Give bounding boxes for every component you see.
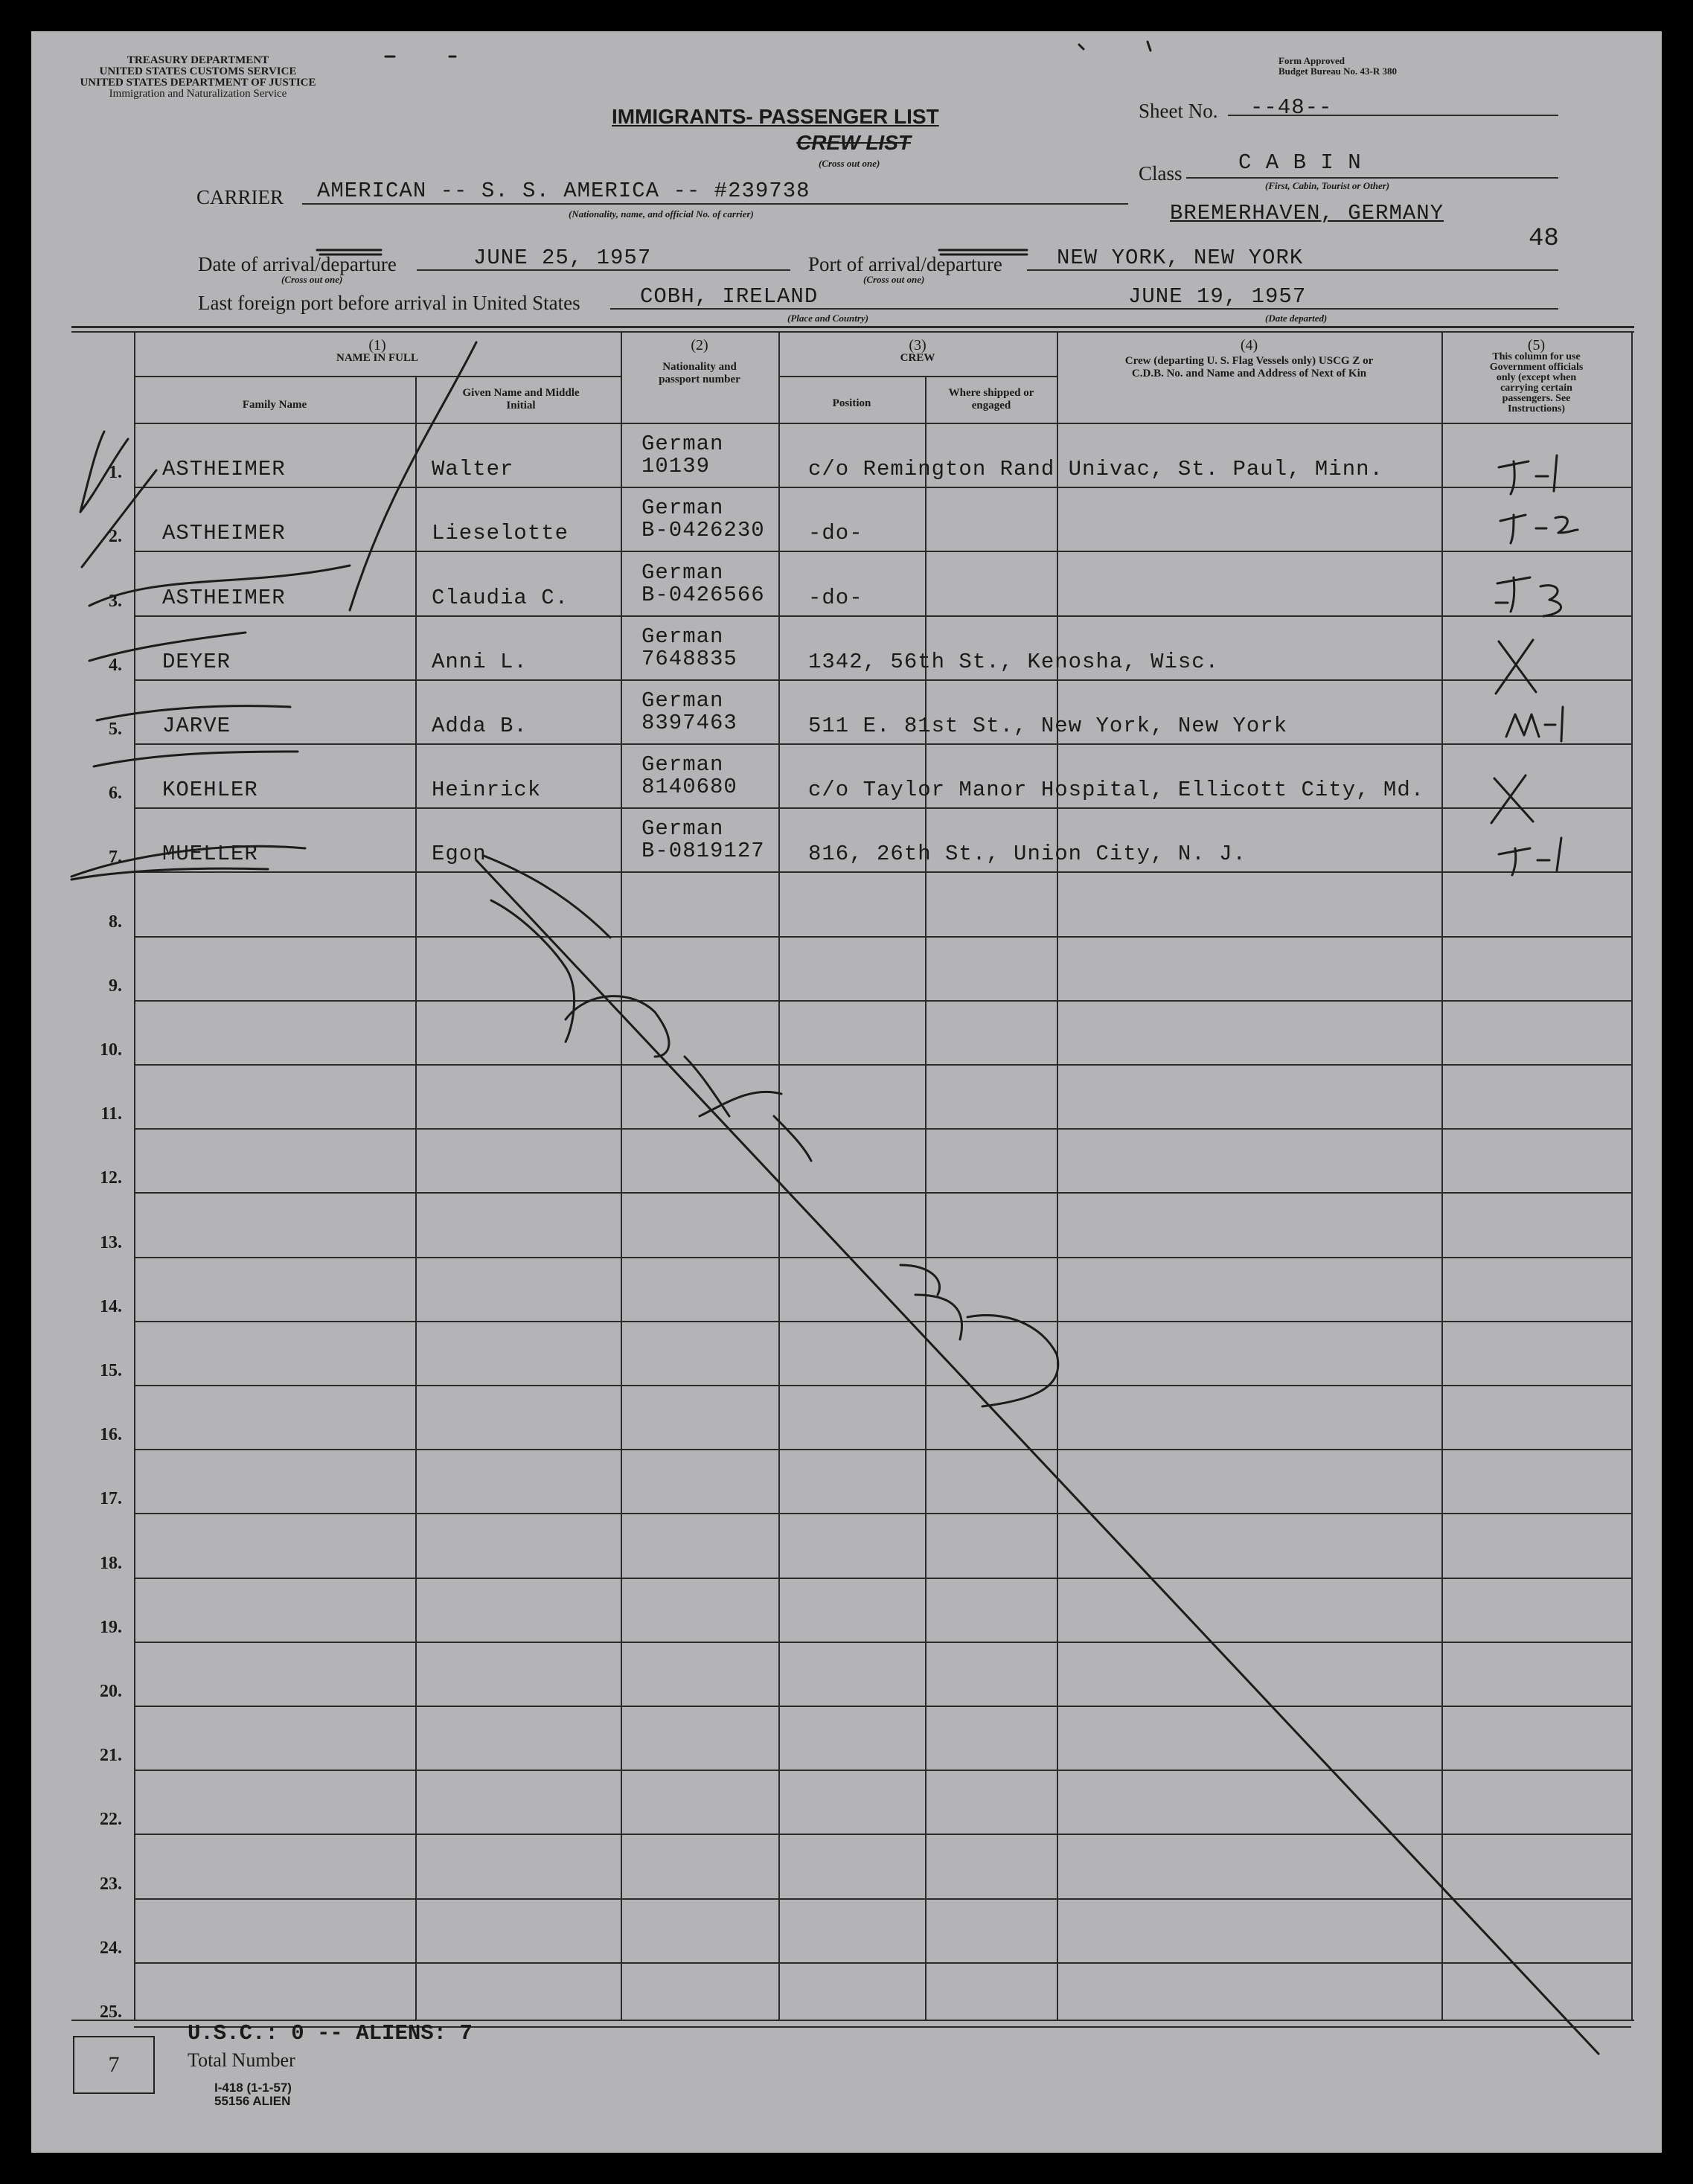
col5-title: This column for use Government officials only (except when carrying certain passengers. See Instructions) bbox=[1489, 351, 1584, 414]
row-number: 25. bbox=[100, 2002, 122, 2022]
row-number: 19. bbox=[100, 1618, 122, 1637]
next-of-kin-address: c/o Taylor Manor Hospital, Ellicott City, Md. bbox=[808, 778, 1425, 802]
row-number: 4. bbox=[109, 656, 122, 675]
row-number: 15. bbox=[100, 1361, 122, 1380]
row-rule bbox=[134, 1321, 1631, 1322]
col2-heading bbox=[621, 339, 778, 386]
row-rule bbox=[134, 1449, 1631, 1450]
form-approved: Form Approved bbox=[1278, 55, 1345, 66]
row-number: 3. bbox=[109, 592, 122, 611]
agency-line: Immigration and Naturalization Service bbox=[109, 88, 287, 100]
given-name: Walter bbox=[432, 457, 514, 481]
crew-list-struck: CREW LIST bbox=[796, 131, 911, 154]
row-number: 11. bbox=[100, 1104, 122, 1124]
next-of-kin-address: 816, 26th St., Union City, N. J. bbox=[808, 842, 1246, 866]
next-of-kin-address: 1342, 56th St., Kenosha, Wisc. bbox=[808, 650, 1220, 674]
family-name: MUELLER bbox=[162, 842, 258, 866]
row-rule bbox=[134, 807, 1631, 809]
row-number: 20. bbox=[100, 1682, 122, 1701]
next-of-kin-address: 511 E. 81st St., New York, New York bbox=[808, 714, 1288, 738]
nationality: German bbox=[641, 560, 724, 585]
row-number: 7. bbox=[109, 848, 122, 867]
row-rule bbox=[134, 1578, 1631, 1579]
row-rule bbox=[134, 743, 1631, 745]
date-departed-hint: (Date departed) bbox=[1265, 313, 1328, 324]
row-rule bbox=[134, 1128, 1631, 1130]
nationality: German bbox=[641, 496, 724, 520]
row-rule bbox=[134, 1642, 1631, 1643]
form-code: 55156 ALIEN bbox=[214, 2094, 291, 2108]
col3-title: CREW bbox=[900, 352, 935, 364]
row-rule bbox=[134, 871, 1631, 873]
row-number: 23. bbox=[100, 1874, 122, 1894]
family-name: DEYER bbox=[162, 650, 231, 674]
row-rule bbox=[134, 551, 1631, 552]
col4-num: (4) bbox=[1240, 337, 1258, 353]
cross-out-hint: (Cross out one) bbox=[819, 158, 880, 169]
col2-title: Nationality and passport number bbox=[659, 361, 740, 385]
passport-number: 8397463 bbox=[641, 711, 737, 735]
row-rule bbox=[134, 1064, 1631, 1066]
nationality: German bbox=[641, 752, 724, 777]
position-heading: Position bbox=[832, 397, 871, 409]
row-number: 16. bbox=[100, 1425, 122, 1444]
col1-num: (1) bbox=[368, 337, 386, 353]
nationality: German bbox=[641, 688, 724, 713]
shipped-heading: Where shipped or engaged bbox=[948, 387, 1034, 411]
passport-number: B-0426566 bbox=[641, 583, 765, 607]
carrier-value: AMERICAN -- S. S. AMERICA -- #239738 bbox=[317, 179, 810, 203]
row-number: 17. bbox=[100, 1489, 122, 1508]
last-port-label: Last foreign port before arrival in United States bbox=[198, 292, 580, 314]
given-name: Heinrick bbox=[432, 778, 542, 802]
row-number: 8. bbox=[109, 912, 122, 932]
nationality: German bbox=[641, 432, 724, 456]
col5-num: (5) bbox=[1527, 337, 1546, 353]
col1-title: NAME IN FULL bbox=[336, 352, 418, 364]
row-number: 9. bbox=[109, 976, 122, 996]
row-rule bbox=[134, 1770, 1631, 1771]
row-number: 5. bbox=[109, 720, 122, 739]
row-number: 1. bbox=[109, 463, 122, 482]
row-number: 14. bbox=[100, 1297, 122, 1316]
row-rule bbox=[134, 1706, 1631, 1707]
agency-line: TREASURY DEPARTMENT bbox=[127, 54, 269, 66]
col3-num: (3) bbox=[909, 337, 926, 353]
row-number: 13. bbox=[100, 1233, 122, 1252]
row-number: 18. bbox=[100, 1554, 122, 1573]
given-name: Claudia C. bbox=[432, 586, 569, 610]
row-number: 21. bbox=[100, 1746, 122, 1765]
passport-number: B-0426230 bbox=[641, 518, 765, 542]
family-name: JARVE bbox=[162, 714, 231, 738]
row-number: 2. bbox=[109, 527, 122, 546]
row-rule bbox=[134, 1192, 1631, 1194]
date-hint: (Cross out one) bbox=[281, 274, 343, 285]
col1-heading bbox=[134, 339, 621, 365]
page-mark: 48 bbox=[1529, 225, 1559, 253]
row-rule bbox=[134, 1385, 1631, 1386]
nationality: German bbox=[641, 624, 724, 649]
given-name: Lieselotte bbox=[432, 521, 569, 545]
family-name-heading: Family Name bbox=[242, 399, 307, 411]
class-hint: (First, Cabin, Tourist or Other) bbox=[1265, 180, 1390, 191]
col2-num: (2) bbox=[691, 337, 708, 353]
col4-heading bbox=[1057, 339, 1441, 380]
row-rule bbox=[134, 1000, 1631, 1002]
total-label: Total Number bbox=[188, 2049, 295, 2071]
col5-heading bbox=[1441, 339, 1631, 414]
passport-number: B-0819127 bbox=[641, 839, 765, 863]
agency-line: UNITED STATES CUSTOMS SERVICE bbox=[99, 65, 297, 77]
next-of-kin-address: -do- bbox=[808, 521, 863, 545]
row-number: 22. bbox=[100, 1810, 122, 1829]
family-name: KOEHLER bbox=[162, 778, 258, 802]
row-rule bbox=[134, 1257, 1631, 1258]
next-of-kin-address: c/o Remington Rand Univac, St. Paul, Minn. bbox=[808, 457, 1383, 481]
date-departed-value: JUNE 19, 1957 bbox=[1128, 284, 1307, 309]
date-value: JUNE 25, 1957 bbox=[473, 246, 652, 270]
class-label: Class bbox=[1139, 162, 1182, 185]
row-rule bbox=[134, 1962, 1631, 1964]
total-box bbox=[73, 2036, 155, 2094]
row-number: 10. bbox=[100, 1040, 122, 1060]
summary-line: U.S.C.: 0 -- ALIENS: 7 bbox=[188, 2021, 473, 2046]
nationality: German bbox=[641, 816, 724, 841]
row-rule bbox=[134, 487, 1631, 488]
port-hint: (Cross out one) bbox=[863, 274, 925, 285]
given-name-heading: Given Name and Middle Initial bbox=[462, 387, 580, 411]
sheet-label: Sheet No. bbox=[1139, 100, 1218, 122]
agency-line: UNITED STATES DEPARTMENT OF JUSTICE bbox=[80, 77, 316, 89]
budget-bureau: Budget Bureau No. 43-R 380 bbox=[1278, 65, 1398, 77]
form-number: I-418 (1-1-57) bbox=[214, 2081, 292, 2095]
carrier-label: CARRIER bbox=[196, 186, 284, 208]
family-name: ASTHEIMER bbox=[162, 457, 286, 481]
row-rule bbox=[134, 1834, 1631, 1835]
row-rule bbox=[134, 615, 1631, 617]
passport-number: 10139 bbox=[641, 454, 711, 478]
next-of-kin-address: -do- bbox=[808, 586, 863, 610]
date-label: Date of arrival/departure bbox=[198, 253, 397, 275]
row-number: 6. bbox=[109, 784, 122, 803]
passport-number: 8140680 bbox=[641, 775, 737, 799]
row-rule bbox=[134, 1898, 1631, 1900]
given-name: Adda B. bbox=[432, 714, 528, 738]
row-number: 24. bbox=[100, 1938, 122, 1958]
row-rule bbox=[134, 936, 1631, 938]
sheet-number: --48-- bbox=[1250, 95, 1333, 120]
class-value: C A B I N bbox=[1238, 150, 1362, 175]
row-rule bbox=[134, 679, 1631, 681]
passport-number: 7648835 bbox=[641, 647, 737, 671]
row-number: 12. bbox=[100, 1168, 122, 1188]
given-name: Anni L. bbox=[432, 650, 528, 674]
form-title: IMMIGRANTS- PASSENGER LIST bbox=[612, 105, 939, 128]
last-port-hint: (Place and Country) bbox=[787, 313, 869, 324]
last-port-value: COBH, IRELAND bbox=[640, 284, 819, 309]
given-name: Egon bbox=[432, 842, 487, 866]
port-value: NEW YORK, NEW YORK bbox=[1057, 246, 1304, 270]
port-label: Port of arrival/departure bbox=[808, 253, 1002, 275]
total-box-value: 7 bbox=[108, 2052, 120, 2077]
col3-heading bbox=[778, 339, 1057, 365]
agency-block bbox=[71, 55, 324, 100]
col4-title: Crew (departing U. S. Flag Vessels only) USCG Z or C.D.B. No. and Name and Address of Next of Kin bbox=[1124, 355, 1374, 380]
family-name: ASTHEIMER bbox=[162, 521, 286, 545]
origin-port: BREMERHAVEN, GERMANY bbox=[1170, 201, 1444, 225]
carrier-hint: (Nationality, name, and official No. of carrier) bbox=[569, 208, 754, 220]
family-name: ASTHEIMER bbox=[162, 586, 286, 610]
row-rule bbox=[134, 1513, 1631, 1514]
